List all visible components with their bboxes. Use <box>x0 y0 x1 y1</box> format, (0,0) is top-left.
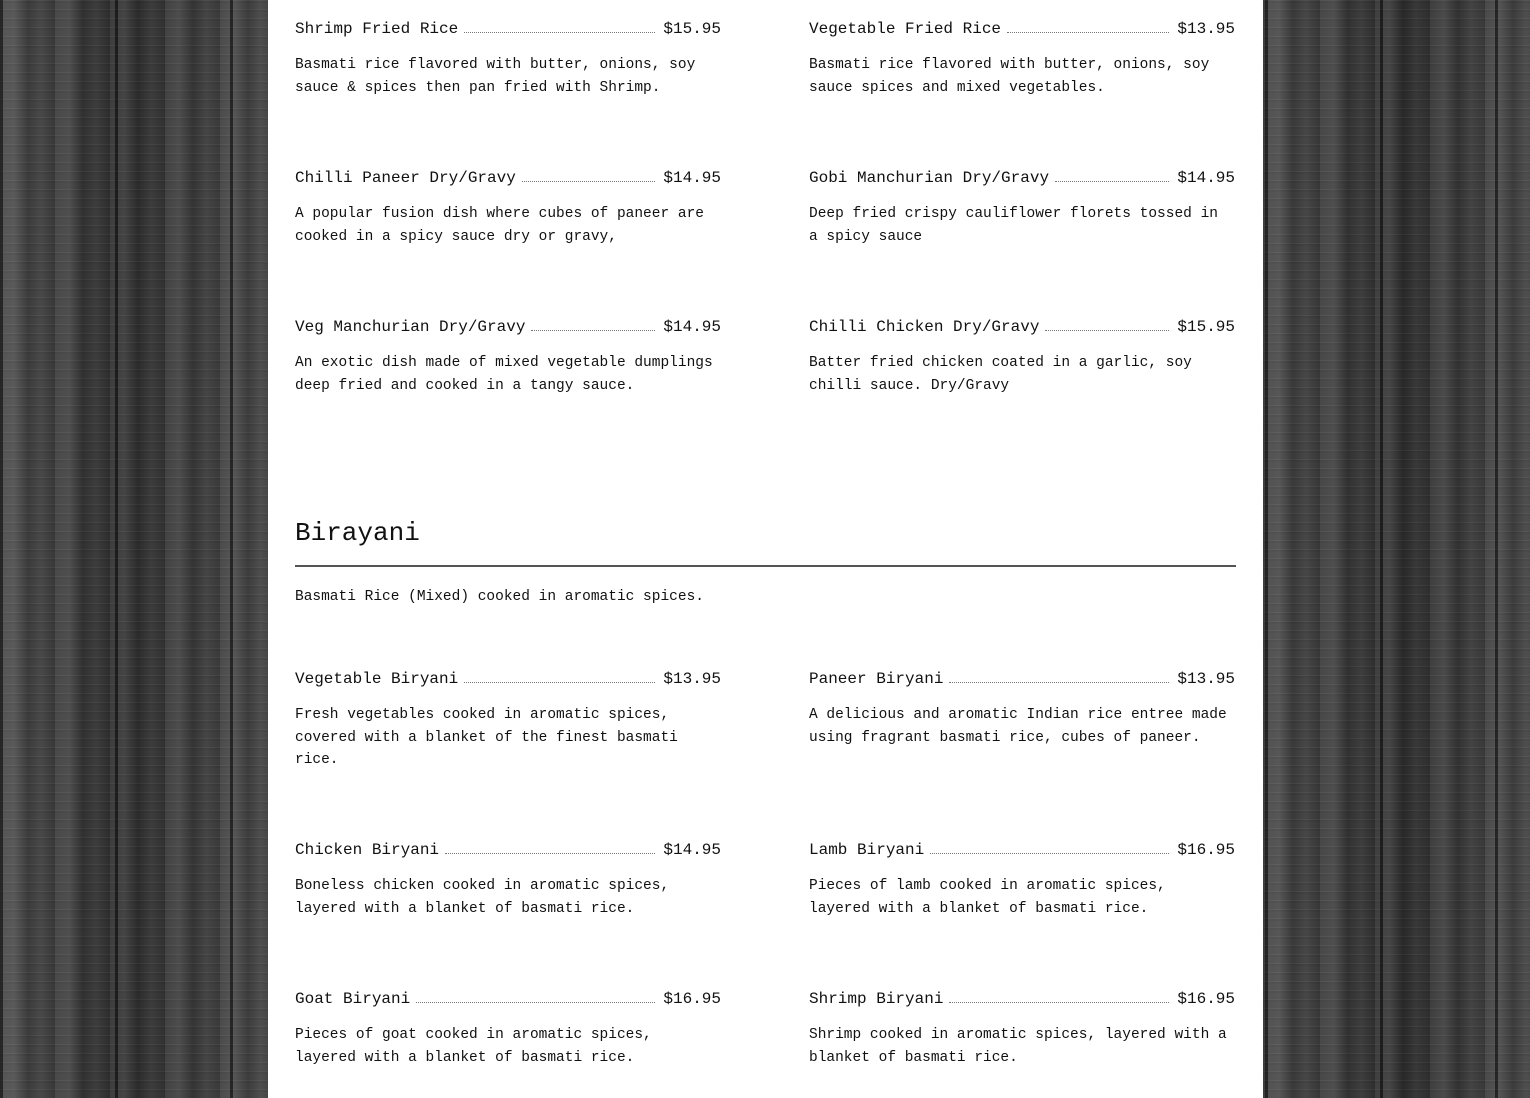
menu-item-name: Paneer Biryani <box>809 670 944 688</box>
menu-item-description: A popular fusion dish where cubes of paneer are cooked in a spicy sauce dry or gravy, <box>295 206 704 245</box>
menu-item-name: Goat Biryani <box>295 990 411 1008</box>
dotted-leader <box>464 32 655 33</box>
menu-item-price: $13.95 <box>663 670 721 688</box>
section-description: Basmati Rice (Mixed) cooked in aromatic spices. <box>295 589 704 605</box>
menu-item-header <box>809 990 1235 1012</box>
menu-item-description: Basmati rice flavored with butter, onions, soy sauce spices and mixed vegetables. <box>809 57 1210 96</box>
menu-item <box>809 841 1235 920</box>
menu-item <box>809 169 1235 248</box>
menu-item-description: A delicious and aromatic Indian rice entree made using fragrant basmati rice, cubes of paneer. <box>809 707 1227 746</box>
menu-item-header <box>295 169 721 191</box>
menu-item <box>295 990 721 1069</box>
menu-item-header <box>295 670 721 692</box>
menu-item-price: $16.95 <box>1177 841 1235 859</box>
menu-item-price: $15.95 <box>1177 318 1235 336</box>
section-divider <box>295 565 1236 567</box>
dotted-leader <box>949 682 1169 683</box>
dotted-leader <box>531 330 655 331</box>
menu-item-description: Fresh vegetables cooked in aromatic spices, covered with a blanket of the finest basmati rice. <box>295 707 678 768</box>
menu-item-name: Lamb Biryani <box>809 841 925 859</box>
dotted-leader <box>930 853 1169 854</box>
section-title: Birayani <box>295 518 420 548</box>
menu-item-price: $13.95 <box>1177 670 1235 688</box>
dotted-leader <box>416 1002 655 1003</box>
menu-item-price: $15.95 <box>663 20 721 38</box>
menu-item <box>295 20 721 99</box>
menu-item-price: $13.95 <box>1177 20 1235 38</box>
menu-item-name: Gobi Manchurian Dry/Gravy <box>809 169 1050 187</box>
menu-item-header <box>809 169 1235 191</box>
menu-item-name: Veg Manchurian Dry/Gravy <box>295 318 526 336</box>
menu-item-price: $14.95 <box>663 318 721 336</box>
menu-item-name: Chilli Paneer Dry/Gravy <box>295 169 516 187</box>
menu-item <box>809 318 1235 397</box>
menu-item-price: $14.95 <box>663 169 721 187</box>
dotted-leader <box>1055 181 1169 182</box>
menu-item-name: Vegetable Fried Rice <box>809 20 1002 38</box>
menu-item-description: Shrimp cooked in aromatic spices, layered with a blanket of basmati rice. <box>809 1027 1227 1066</box>
dotted-leader <box>445 853 655 854</box>
menu-item <box>809 670 1235 749</box>
menu-item-header <box>295 990 721 1012</box>
menu-item-price: $16.95 <box>1177 990 1235 1008</box>
menu-item <box>809 20 1235 99</box>
menu-item-header <box>809 20 1235 42</box>
menu-item-price: $14.95 <box>1177 169 1235 187</box>
menu-item-name: Vegetable Biryani <box>295 670 459 688</box>
menu-item-description: Pieces of goat cooked in aromatic spices, layered with a blanket of basmati rice. <box>295 1027 652 1066</box>
dotted-leader <box>1045 330 1169 331</box>
menu-item-name: Shrimp Fried Rice <box>295 20 459 38</box>
menu-item-description: Basmati rice flavored with butter, onions, soy sauce & spices then pan fried with Shrimp. <box>295 57 696 96</box>
menu-item <box>295 169 721 248</box>
menu-item-description: Boneless chicken cooked in aromatic spices, layered with a blanket of basmati rice. <box>295 878 670 917</box>
menu-page <box>268 0 1263 1098</box>
menu-item-price: $16.95 <box>663 990 721 1008</box>
menu-item-name: Shrimp Biryani <box>809 990 944 1008</box>
menu-item <box>295 670 721 772</box>
menu-item-description: Pieces of lamb cooked in aromatic spices, layered with a blanket of basmati rice. <box>809 878 1166 917</box>
menu-item-header <box>295 20 721 42</box>
menu-item-header <box>295 318 721 340</box>
menu-item <box>295 841 721 920</box>
menu-item-description: Deep fried crispy cauliflower florets tossed in a spicy sauce <box>809 206 1218 245</box>
dotted-leader <box>464 682 655 683</box>
menu-item-description: Batter fried chicken coated in a garlic, soy chilli sauce. Dry/Gravy <box>809 355 1192 394</box>
menu-item <box>295 318 721 397</box>
dotted-leader <box>1007 32 1169 33</box>
menu-item-header <box>809 841 1235 863</box>
menu-item-name: Chicken Biryani <box>295 841 440 859</box>
menu-item-header <box>809 670 1235 692</box>
dotted-leader <box>949 1002 1169 1003</box>
menu-item-description: An exotic dish made of mixed vegetable dumplings deep fried and cooked in a tangy sauce. <box>295 355 713 394</box>
menu-item <box>809 990 1235 1069</box>
menu-item-header <box>295 841 721 863</box>
menu-item-name: Chilli Chicken Dry/Gravy <box>809 318 1040 336</box>
menu-item-price: $14.95 <box>663 841 721 859</box>
menu-item-header <box>809 318 1235 340</box>
dotted-leader <box>522 181 656 182</box>
